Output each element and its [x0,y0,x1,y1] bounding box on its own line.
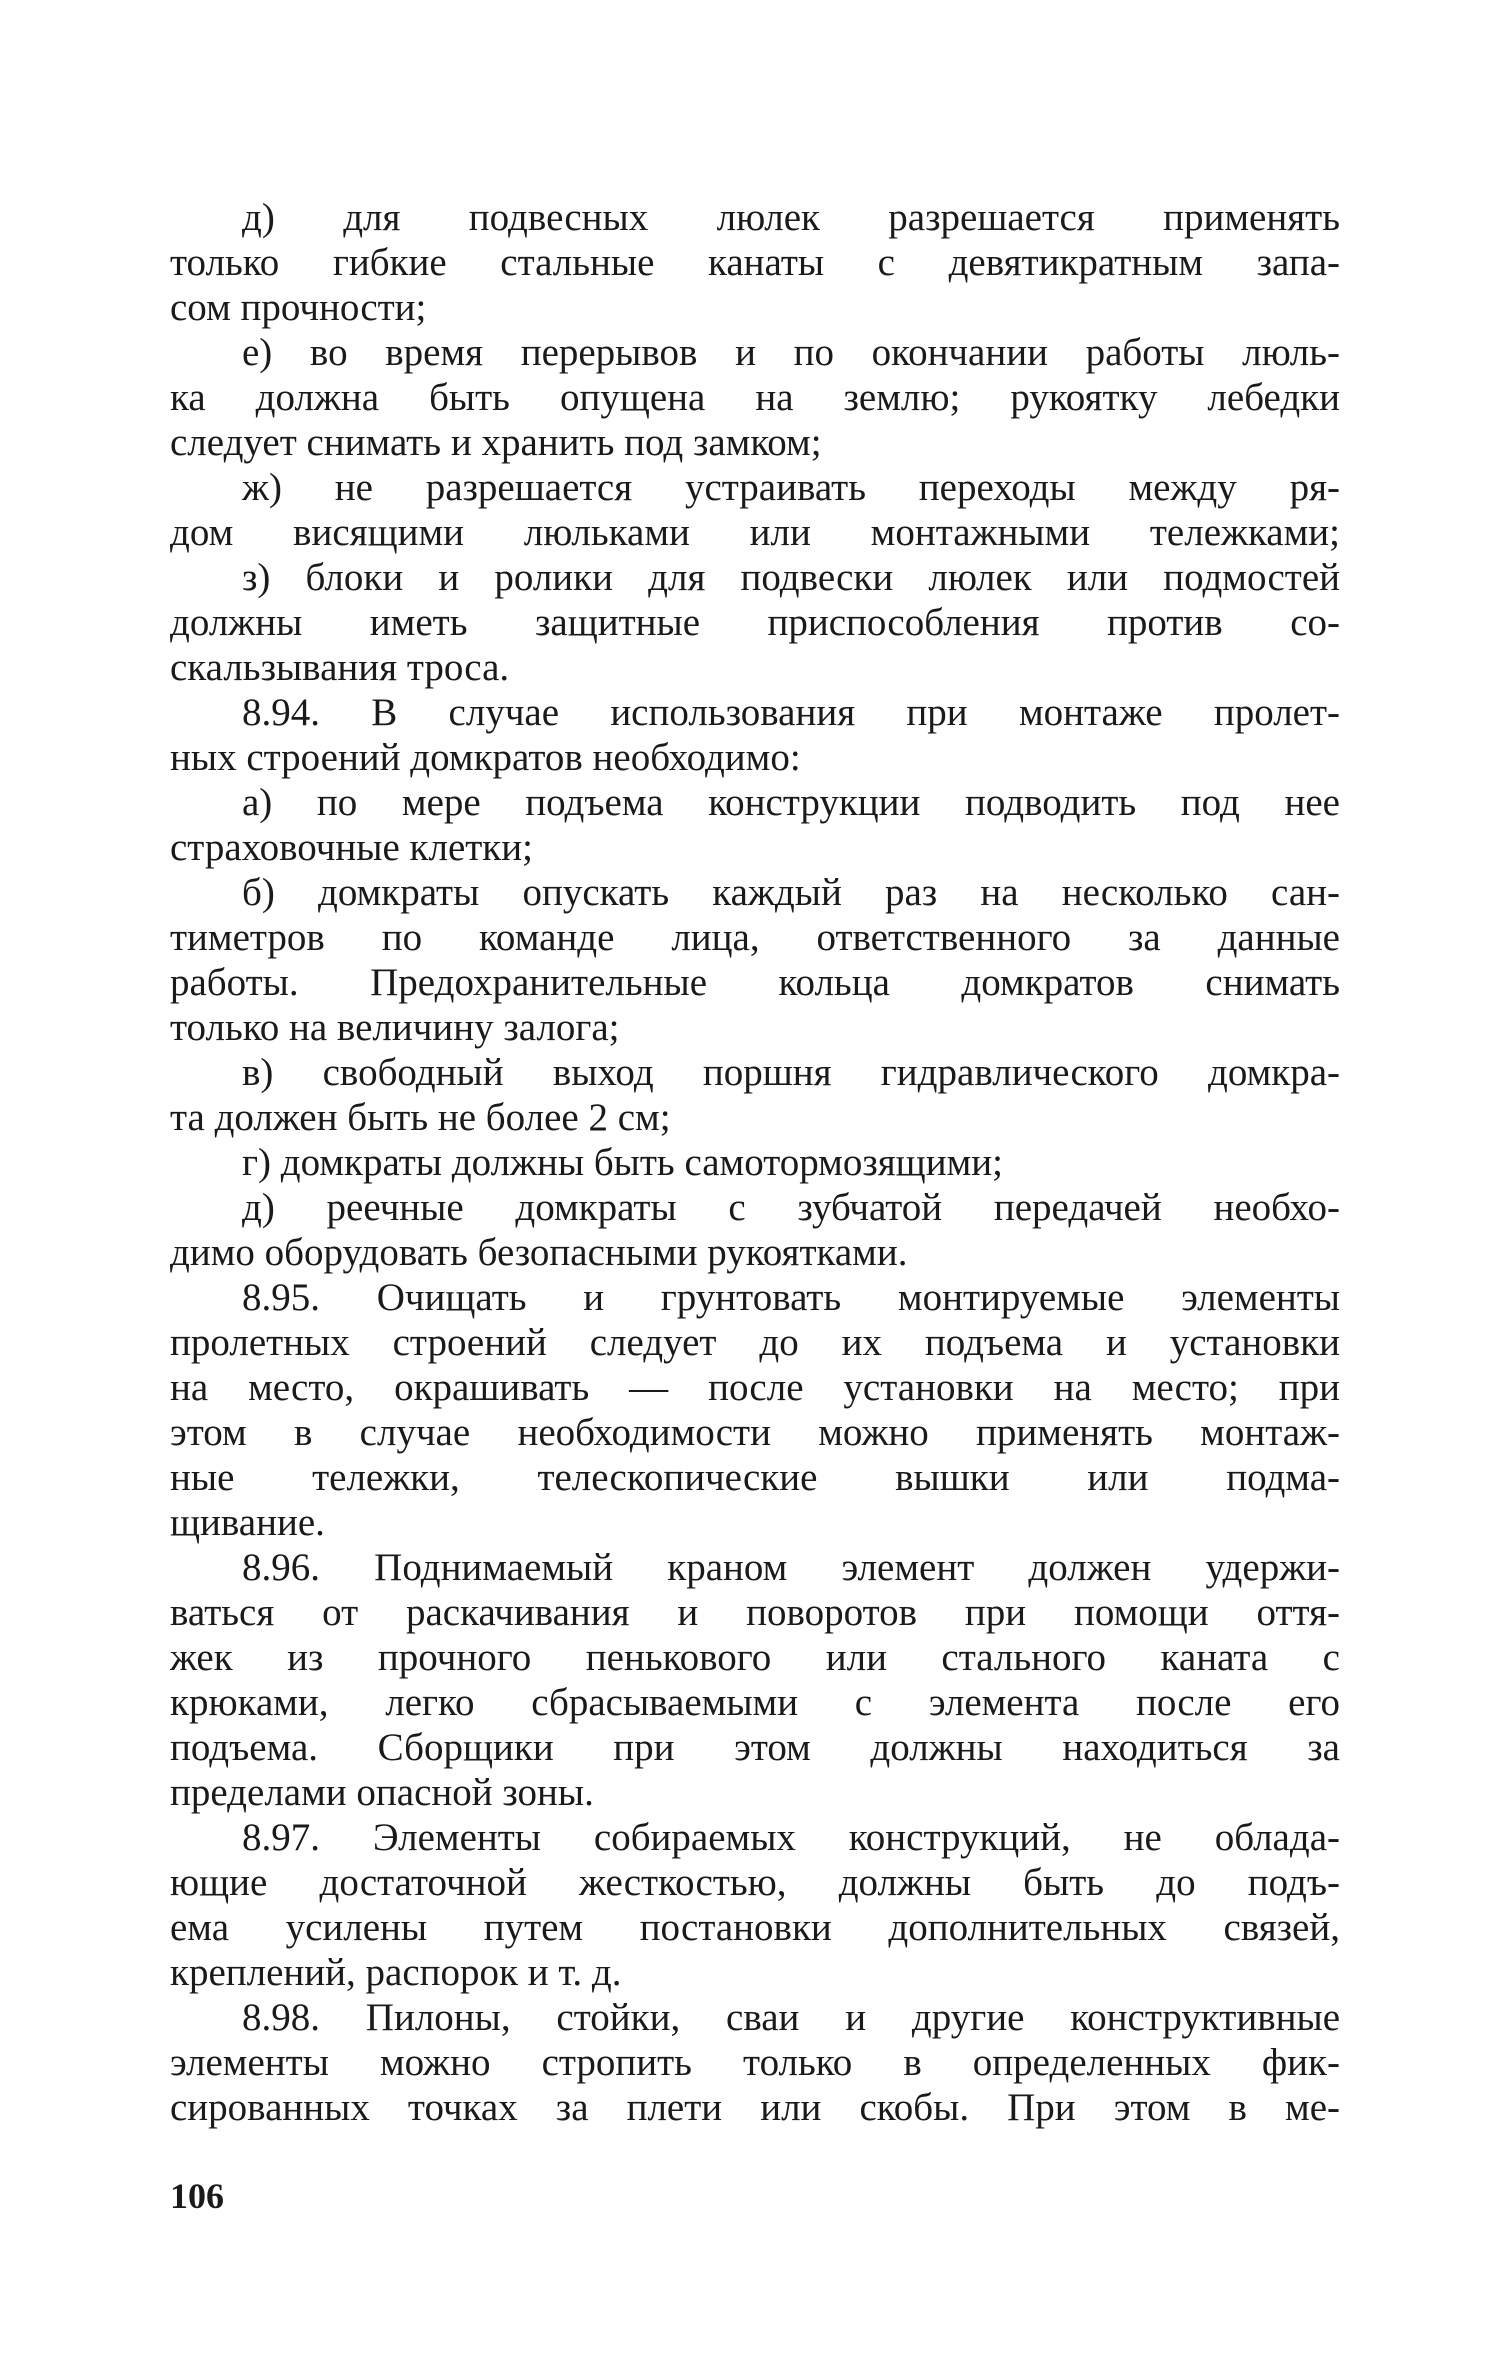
text-line: а) по мере подъема конструкции подводить под нее [242,781,1340,824]
text-line: б) домкраты опускать каждый раз на несколько сан- [242,871,1340,914]
page-number: 106 [170,2176,224,2216]
text-line: димо оборудовать безопасными рукоятками. [170,1231,908,1274]
text-line: ж) не разрешается устраивать переходы между ря- [242,466,1340,509]
text-line: д) для подвесных люлек разрешается применять [242,196,1340,239]
text-line: 8.94. В случае использования при монтаже пролет- [242,691,1340,734]
text-line: 8.98. Пилоны, стойки, сваи и другие конструктивные [242,1996,1340,2039]
text-line: ные тележки, телескопические вышки или подма- [170,1456,1340,1499]
text-line: должны иметь защитные приспособления против со- [170,601,1340,644]
text-line: этом в случае необходимости можно применять монтаж- [170,1411,1340,1454]
text-line: ющие достаточной жесткостью, должны быть до подъ- [170,1861,1340,1904]
text-line: пролетных строений следует до их подъема и установки [170,1321,1340,1364]
text-line: з) блоки и ролики для подвески люлек или подмостей [242,556,1340,599]
text-line: сом прочности; [170,286,427,329]
text-line: только гибкие стальные канаты с девятикратным запа- [170,241,1340,284]
text-line: подъема. Сборщики при этом должны находиться за [170,1726,1340,1769]
text-line: работы. Предохранительные кольца домкратов снимать [170,961,1340,1004]
text-line: ка должна быть опущена на землю; рукоятку лебедки [170,376,1340,419]
text-line: 8.97. Элементы собираемых конструкций, не облада- [242,1816,1340,1859]
text-line: пределами опасной зоны. [170,1771,594,1814]
text-line: д) реечные домкраты с зубчатой передачей необхо- [242,1186,1340,1229]
text-line: на место, окрашивать — после установки на место; при [170,1366,1340,1409]
text-line: дом висящими люльками или монтажными тележками; [170,511,1340,554]
text-line: только на величину залога; [170,1006,620,1049]
text-line: ваться от раскачивания и поворотов при помощи оття- [170,1591,1340,1634]
text-line: креплений, распорок и т. д. [170,1951,622,1994]
text-line: страховочные клетки; [170,826,533,869]
text-line: скальзывания троса. [170,646,510,689]
text-line: следует снимать и хранить под замком; [170,421,822,464]
text-line: элементы можно стропить только в определенных фик- [170,2041,1340,2084]
page-body-text [170,195,1340,2130]
text-line: та должен быть не более 2 см; [170,1096,671,1139]
text-line: е) во время перерывов и по окончании работы люль- [242,331,1340,374]
text-line: щивание. [170,1501,325,1544]
text-line: 8.95. Очищать и грунтовать монтируемые элементы [242,1276,1340,1319]
text-line: г) домкраты должны быть самотормозящими; [242,1141,1003,1184]
text-line: 8.96. Поднимаемый краном элемент должен удержи- [242,1546,1340,1589]
text-line: сированных точках за плети или скобы. При этом в ме- [170,2086,1340,2129]
text-line: в) свободный выход поршня гидравлического домкра- [242,1051,1340,1094]
text-line: крюками, легко сбрасываемыми с элемента после его [170,1681,1340,1724]
text-line: ема усилены путем постановки дополнительных связей, [170,1906,1340,1949]
text-line: жек из прочного пенькового или стального каната с [170,1636,1340,1679]
text-line: тиметров по команде лица, ответственного за данные [170,916,1340,959]
text-line: ных строений домкратов необходимо: [170,736,801,779]
